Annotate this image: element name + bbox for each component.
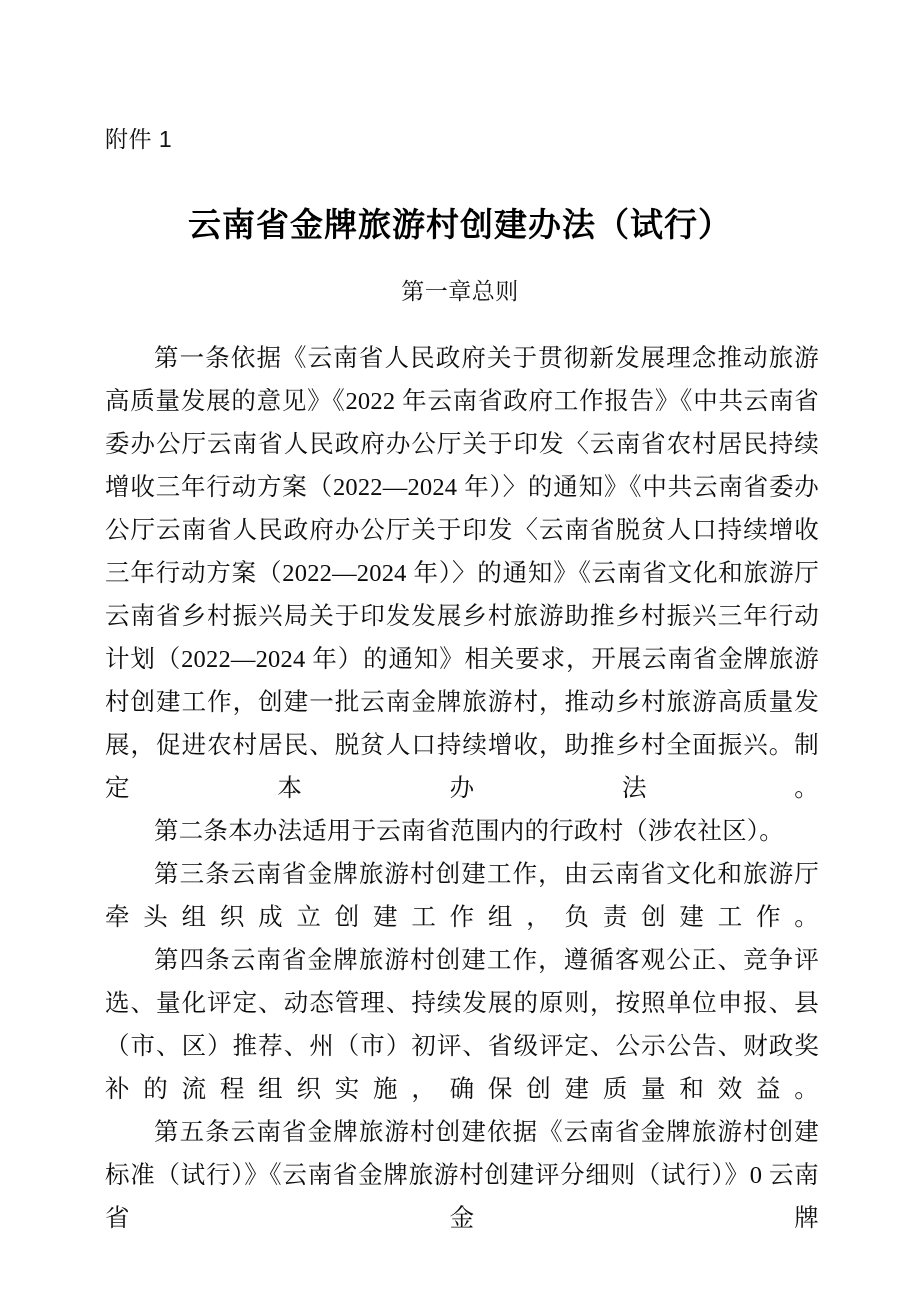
article-paragraph-4: 第四条云南省金牌旅游村创建工作，遵循客观公正、竞争评选、量化评定、动态管理、持续发展的原则，按照单位申报、县（市、区）推荐、州（市）初评、省级评定、公示公告、财政奖补的流程组织实施，确保创建质量和效益。 xyxy=(105,947,819,1103)
attachment-label: 附件 1 xyxy=(105,126,173,152)
chapter-heading: 第一章总则 xyxy=(401,278,519,304)
article-paragraph-3: 第三条云南省金牌旅游村创建工作，由云南省文化和旅游厅牵头组织成立创建工作组，负责创建工作。 xyxy=(105,861,819,931)
article-paragraph-2: 第二条本办法适用于云南省范围内的行政村（涉农社区）。 xyxy=(154,818,784,845)
page-title: 云南省金牌旅游村创建办法（试行） xyxy=(188,206,732,243)
article-paragraph-1: 第一条依据《云南省人民政府关于贯彻新发展理念推动旅游高质量发展的意见》《2022 年云南省政府工作报告》《中共云南省委办公厅云南省人民政府办公厅关于印发〈云南省农村居民持续增收三年行动方案（2022—2024 年）〉的通知》《中共云南省委办公厅云南省人民政府办公厅关于印发〈云南省脱贫人口持续增收三年行动方案（2022—2024 年）〉的通知》《云南省文化和旅游厅云南省乡村振兴局关于印发发展乡村旅游助推乡村振兴三年行动计划（2022—2024 年）的通知》相关要求，开展云南省金牌旅游村创建工作，创建一批云南金牌旅游村，推动乡村旅游高质量发展，促进农村居民、脱贫人口持续增收，助推乡村全面振兴。制定本办法。 xyxy=(105,345,819,802)
document-body xyxy=(105,337,819,1240)
article-paragraph-5: 第五条云南省金牌旅游村创建依据《云南省金牌旅游村创建标准（试行）》《云南省金牌旅游村创建评分细则（试行）》0 云南省金牌 xyxy=(105,1119,819,1232)
